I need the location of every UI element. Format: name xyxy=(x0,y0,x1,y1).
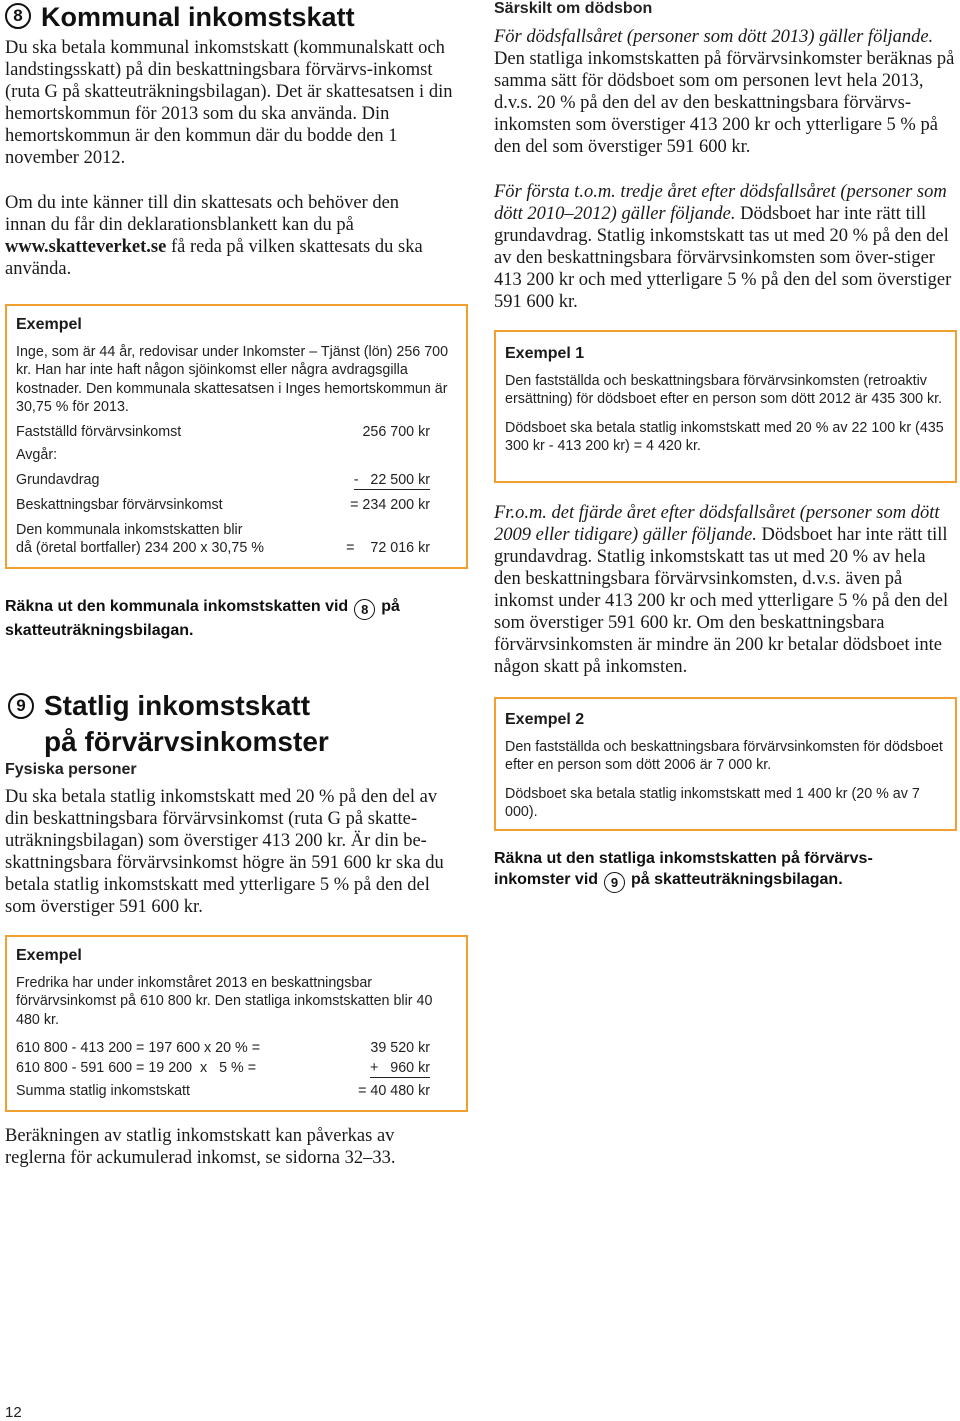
section-8-rate-paragraph xyxy=(5,192,425,280)
calc-row-value: 256 700 kr xyxy=(362,423,430,440)
calc-row-value: = 72 016 kr xyxy=(346,540,430,556)
section-8-rate-info xyxy=(5,192,425,280)
footer-note-text: Beräkningen av statlig inkomstskatt kan påverkas av reglerna för ackumulerad inkomst, se sidorna 32–33. xyxy=(5,1126,396,1168)
example-text: Dödsboet ska betala statlig inkomstskatt med 20 % av 22 100 kr (435 300 kr - 413 200 kr) = 4 420 kr. xyxy=(505,419,944,454)
example-box-kommunal xyxy=(5,304,468,569)
calc-row-label-line: Den kommunala inkomstskatten blir xyxy=(16,521,243,538)
section-9-title-line: på förvärvsinkomster xyxy=(44,726,329,757)
section-8-paragraph: Du ska betala kommunal inkomstskatt (kommunalskatt och landstingsskatt) på din beskattningsbara förvärvs-inkomst (ruta G på skatteuträkningsbilagan). Det är skattesatsen i din hemortskommun för 2013 som du ska använda. Din hemortskommun är den kommun där du bodde den 1 november 2012. xyxy=(5,38,453,168)
calc-row-label xyxy=(16,521,264,558)
rate-text-b: få reda på vilken skattesats du ska använda. xyxy=(5,237,423,279)
calc-row xyxy=(16,1039,456,1058)
calc-row-label: 610 800 - 413 200 = 197 600 x 20 % = xyxy=(16,1040,261,1056)
section-8-title: Kommunal inkomstskatt xyxy=(41,2,355,32)
estates-italic-lead: Fr.o.m. det fjärde året efter dödsfallsåret (personer som dött 2009 eller tidigare) gäller följande. xyxy=(494,503,940,545)
example-title: Exempel xyxy=(16,947,82,964)
calc-row-label: Summa statlig inkomstskatt xyxy=(16,1083,190,1099)
rate-text-a: Om du inte känner till din skattesats och behöver den innan du får din deklarationsblankett kan du på xyxy=(5,193,400,235)
estates-italic-lead: För första t.o.m. tredje året efter dödsfallsåret (personer som dött 2010–2012) gäller följande. xyxy=(494,182,947,224)
calc-row xyxy=(16,521,456,558)
estates-paragraph-3 xyxy=(494,502,954,678)
calc-instruction-text: Räkna ut den kommunala inkomstskatten vid xyxy=(5,598,349,615)
calc-instruction-text: på skatteuträkningsbilagan. xyxy=(631,871,843,888)
page-number: 12 xyxy=(5,1404,22,1421)
estates-paragraph-1-text xyxy=(494,26,956,158)
estates-text: Dödsboet har inte rätt till grundavdrag. Statlig inkomstskatt tas ut med 20 % av hela den beskattningsbara förvärvsinkomsten, d.v.s. även på inkomst under 413 200 kr och med ytterligare 5 % på den del som överstiger 591 600 kr. Om den beskattningsbara förvärvsinkomsten är mindre än 200 kr betalar dödsboet inte någon skatt på inkomsten. xyxy=(494,525,949,677)
example-title: Exempel xyxy=(16,316,82,333)
example-text: Dödsboet ska betala statlig inkomstskatt med 1 400 kr (20 % av 7 000). xyxy=(505,785,920,820)
calc-row-label: 610 800 - 591 600 = 19 200 x 5 % = xyxy=(16,1059,257,1076)
calc-instruction-text: Räkna ut den statliga inkomstskatten på förvärvs-inkomster vid xyxy=(494,850,873,888)
estates-paragraph-1 xyxy=(494,26,956,158)
example-text: Inge, som är 44 år, redovisar under Inkomster – Tjänst (lön) 256 700 kr. Han har inte haft någon sjöinkomst eller några avdragsgilla kostnader. Den kommunala skattesatsen i Inges hemortskommun är 30,75 % för 2013. xyxy=(16,343,449,415)
estates-paragraph-3-text xyxy=(494,502,954,678)
field-8-badge: 8 xyxy=(354,599,375,620)
estates-text: Den statliga inkomstskatten på förvärvsinkomster beräknas på samma sätt för dödsboet som om personen levt hela 2013, d.v.s. 20 % på den del av den beskattningsbara förvärvs-inkomsten som överstiger 413 200 kr och ytterligare 5 % på den del som överstiger 591 600 kr. xyxy=(494,49,955,157)
example-box-statlig xyxy=(5,935,468,1112)
example-title: Exempel 2 xyxy=(505,711,585,728)
calc-row-value: 39 520 kr xyxy=(370,1040,430,1056)
estates-paragraph-2-text xyxy=(494,181,952,313)
section-9-body xyxy=(5,786,463,918)
example-text: Den fastställda och beskattningsbara förvärvsinkomsten för dödsboet efter en person som dött 2006 är 7 000 kr. xyxy=(505,738,943,773)
section-9-title xyxy=(44,688,329,760)
estates-heading: Särskilt om dödsbon xyxy=(494,0,653,17)
section-9-subheading: Fysiska personer xyxy=(5,761,137,778)
calc-instruction-text: på skatteuträkningsbilagan. xyxy=(5,598,400,639)
section-9-number-badge: 9 xyxy=(8,693,34,719)
example-text: Fredrika har under inkomståret 2013 en beskattningsbar förvärvsinkomst på 610 800 kr. Den statliga inkomstskatten blir 40 480 kr. xyxy=(16,974,433,1028)
calc-row xyxy=(16,423,456,442)
calc-row-label: Beskattningsbar förvärvsinkomst xyxy=(16,497,223,513)
example-text: Den fastställda och beskattningsbara förvärvsinkomsten (retroaktiv ersättning) för dödsboet efter en person som dött 2012 är 435 300 kr. xyxy=(505,372,943,407)
section-9-heading xyxy=(5,688,467,760)
field-9-badge: 9 xyxy=(604,872,625,893)
calc-row xyxy=(16,471,456,491)
section-8-intro xyxy=(5,37,453,169)
section-8-heading xyxy=(5,2,467,32)
section-9-calc-instruction xyxy=(494,848,934,893)
deductions-label: Avgår: xyxy=(16,447,58,463)
estates-text: Dödsboet har inte rätt till grundavdrag. Statlig inkomstskatt tas ut med 20 % på den del av den beskattningsbara förvärvsinkomsten som över-stiger 413 200 kr och med ytterligare 5 % på den del som överstiger 591 600 kr. xyxy=(494,204,952,312)
estates-paragraph-2 xyxy=(494,181,952,313)
section-9-footer-note xyxy=(5,1125,435,1169)
section-9-title-line: Statlig inkomstskatt xyxy=(44,690,311,721)
calc-row-value: = 234 200 kr xyxy=(350,497,430,513)
calc-row-value: + 960 kr xyxy=(370,1059,430,1079)
section-8-calc-instruction xyxy=(5,596,467,641)
calc-row-value: = 40 480 kr xyxy=(358,1083,430,1099)
example-box-estate-1 xyxy=(494,330,957,483)
calc-row-label: Fastställd förvärvsinkomst xyxy=(16,423,182,440)
calc-row xyxy=(16,1059,456,1079)
calc-row-value: - 22 500 kr xyxy=(354,471,430,491)
calc-row xyxy=(16,1082,456,1101)
example-title: Exempel 1 xyxy=(505,345,585,362)
example-box-estate-2 xyxy=(494,697,957,831)
calc-row-label-line: då (öretal bortfaller) 234 200 x 30,75 % xyxy=(16,540,264,556)
section-9-paragraph: Du ska betala statlig inkomstskatt med 20 % på den del av din beskattningsbara förvärvsinkomst (ruta G på skatte-uträkningsbilagan) som överstiger 413 200 kr. Är din be-skattningsbara förvärvsinkomst högre än 591 600 kr ska du betala statlig inkomstskatt med ytterligare 5 % på den del som överstiger 591 600 kr. xyxy=(5,787,444,917)
section-8-number-badge: 8 xyxy=(5,3,31,29)
estates-italic-lead: För dödsfallsåret (personer som dött 2013) gäller följande. xyxy=(494,27,934,47)
skatteverket-link[interactable]: www.skatteverket.se xyxy=(5,237,167,257)
calc-row xyxy=(16,496,456,515)
calc-row-label: Grundavdrag xyxy=(16,471,100,488)
